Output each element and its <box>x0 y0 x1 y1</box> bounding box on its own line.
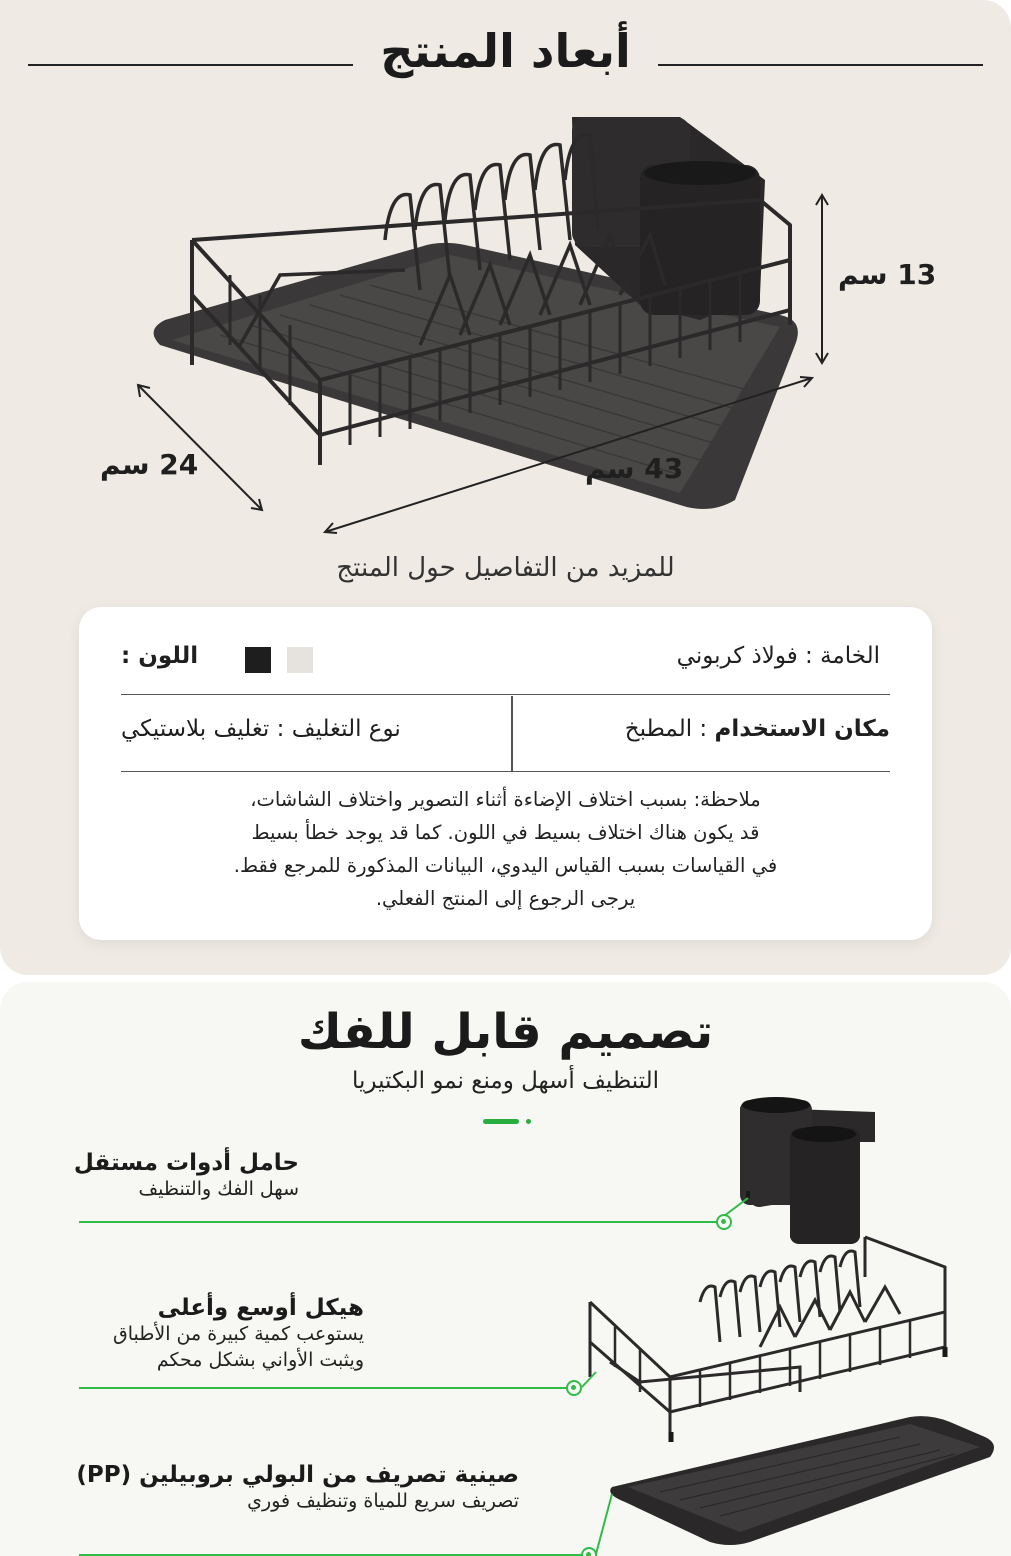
feature-title: هيكل أوسع وأعلى <box>157 1295 364 1321</box>
height-dimension-label: 13 سم <box>838 258 937 291</box>
disclaimer-note <box>139 783 872 915</box>
design-subtitle: التنظيف أسهل ومنع نمو البكتيريا <box>351 1068 660 1094</box>
place-spec-label: مكان الاستخدام <box>714 716 890 742</box>
feature-desc: ويثبت الأواني بشكل محكم <box>156 1349 364 1371</box>
feature-desc: يستوعب كمية كبيرة من الأطباق <box>113 1323 364 1345</box>
dish-rack-image <box>120 95 950 555</box>
note-line: ملاحظة: بسبب اختلاف الإضاءة أثناء التصوير واختلاف الشاشات، <box>250 788 761 811</box>
color-spec-label: اللون : <box>121 643 199 669</box>
place-spec-value: : المطبخ <box>624 716 715 742</box>
wire-frame-image <box>590 1237 945 1440</box>
design-panel <box>0 982 1011 1556</box>
dimensions-header <box>28 22 983 86</box>
width-dimension-label: 43 سم <box>585 452 684 485</box>
utensil-caddy-image <box>724 1097 875 1244</box>
color-swatch-white[interactable] <box>287 647 313 673</box>
dimensions-title: أبعاد المنتج <box>380 24 631 78</box>
drain-tray-image <box>610 1416 994 1545</box>
design-title: تصميم قابل للفك <box>297 1004 714 1060</box>
feature-title: حامل أدوات مستقل <box>73 1150 299 1176</box>
feature-title: صينية تصريف من البولي بروبيلين (PP) <box>76 1462 519 1488</box>
feature-desc: تصريف سريع للمياة وتنظيف فوري <box>247 1490 519 1512</box>
connector-node-icon <box>716 1214 732 1230</box>
specs-card <box>79 607 932 940</box>
place-spec <box>625 716 890 742</box>
feature-desc: سهل الفك والتنظيف <box>138 1178 299 1200</box>
connector-node-icon <box>566 1380 582 1396</box>
connector-node-icon <box>581 1547 597 1556</box>
note-line: في القياسات بسبب القياس اليدوي، البيانات المذكورة للمرجع فقط. <box>233 854 778 877</box>
color-swatch-black[interactable] <box>245 647 271 673</box>
depth-dimension-label: 24 سم <box>100 448 199 481</box>
specs-row-place-packaging <box>121 696 890 772</box>
note-line: قد يكون هناك اختلاف بسيط في اللون. كما قد يوجد خطأ بسيط <box>251 821 760 844</box>
note-line: يرجى الرجوع إلى المنتج الفعلي. <box>375 887 636 910</box>
packaging-spec: نوع التغليف : تغليف بلاستيكي <box>121 716 401 742</box>
specs-column-divider <box>511 696 513 771</box>
feature-utensil-holder <box>73 1150 299 1202</box>
more-details-heading: للمزيد من التفاصيل حول المنتج <box>336 553 675 583</box>
feature-wide-frame <box>79 1295 364 1373</box>
material-spec: الخامة : فولاذ كربوني <box>676 643 880 669</box>
specs-row-material-color <box>121 631 890 695</box>
feature-connector-line <box>79 1221 722 1223</box>
feature-drain-tray <box>76 1462 519 1514</box>
feature-connector-line <box>79 1387 569 1389</box>
